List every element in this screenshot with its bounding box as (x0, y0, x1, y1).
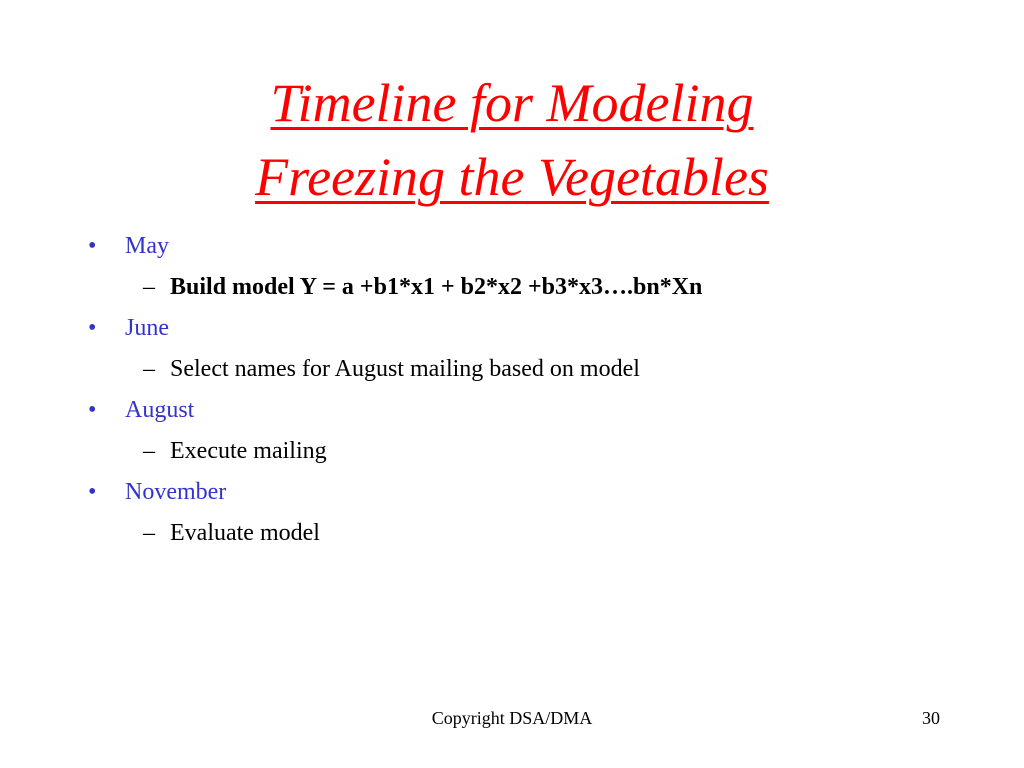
bullet-label: June (125, 315, 169, 341)
dash-icon: – (143, 356, 155, 382)
slide-title (0, 66, 1024, 214)
sub-item-label: Evaluate model (170, 520, 320, 546)
bullet-icon: • (88, 397, 97, 423)
footer-copyright: Copyright DSA/DMA (431, 708, 593, 728)
bullet-item-may (88, 228, 968, 269)
slide-title-line-1: Timeline for Modeling (270, 73, 754, 133)
dash-icon: – (143, 520, 155, 546)
bullet-list (88, 228, 968, 556)
bullet-item-august (88, 392, 968, 433)
slide-title-line-2: Freezing the Vegetables (255, 147, 769, 207)
sub-item-label: Build model Y = a +b1*x1 + b2*x2 +b3*x3….bn*Xn (170, 274, 703, 300)
sub-item-select-names (88, 351, 968, 392)
bullet-item-june (88, 310, 968, 351)
bullet-item-november (88, 474, 968, 515)
bullet-label: August (125, 397, 195, 423)
page-number: 30 (922, 708, 940, 728)
sub-item-build-model (88, 269, 968, 310)
bullet-icon: • (88, 233, 97, 259)
bullet-icon: • (88, 315, 97, 341)
dash-icon: – (143, 438, 155, 464)
sub-item-execute-mailing (88, 433, 968, 474)
bullet-label: November (125, 479, 227, 505)
bullet-label: May (125, 233, 169, 259)
sub-item-label: Execute mailing (170, 438, 327, 464)
sub-item-label: Select names for August mailing based on model (170, 356, 640, 382)
sub-item-evaluate-model (88, 515, 968, 556)
dash-icon: – (143, 274, 155, 300)
bullet-icon: • (88, 479, 97, 505)
